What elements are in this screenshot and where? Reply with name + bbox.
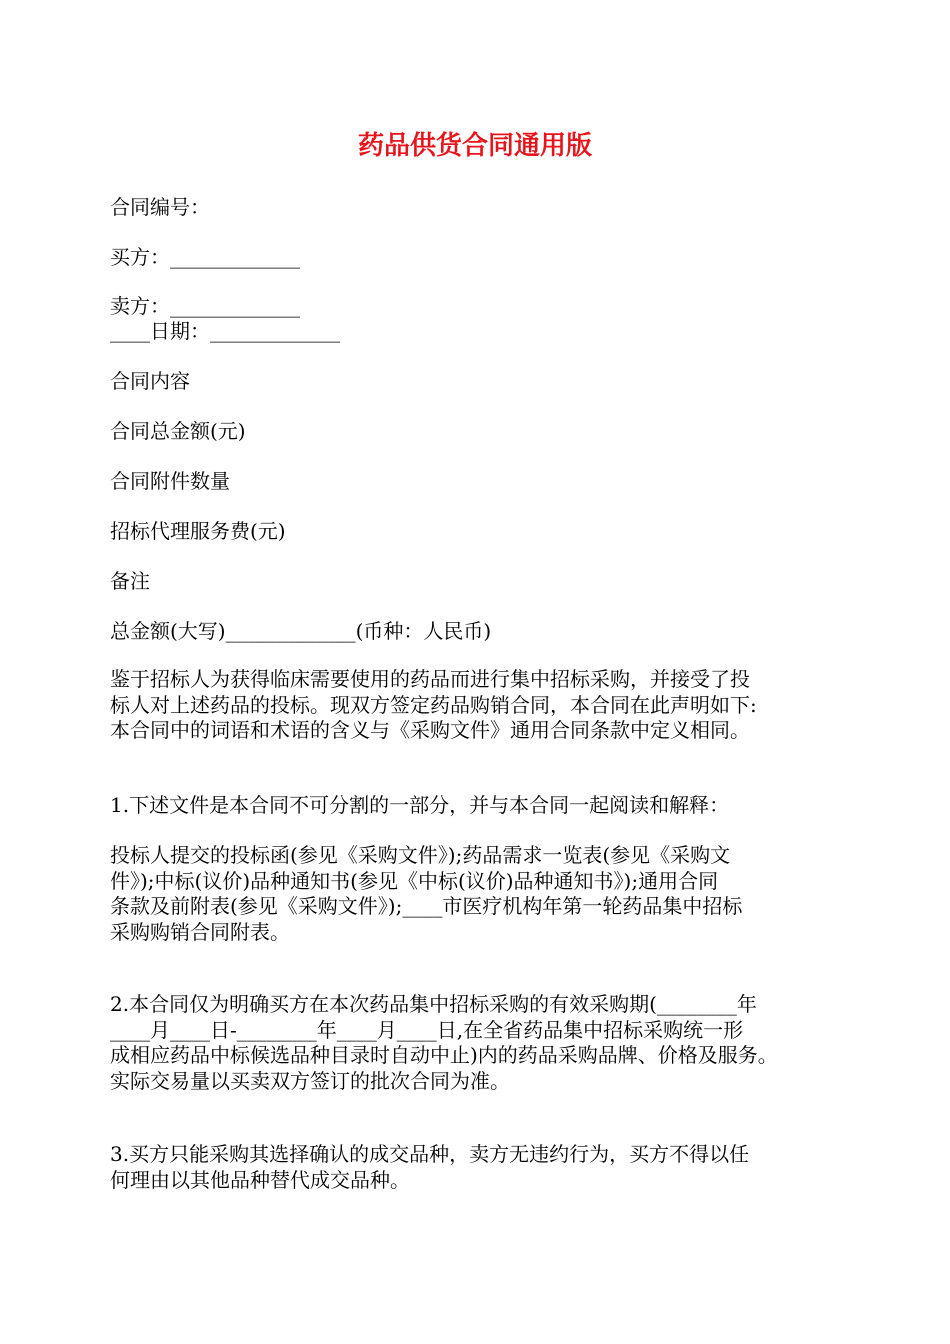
contract-content-label: 合同内容 — [110, 369, 190, 393]
clause-1-line: 条款及前附表(参见《采购文件》);____市医疗机构年第一轮药品集中招标 — [110, 894, 743, 918]
date-field: ____日期：_____________ — [110, 319, 340, 343]
preamble-line: 标人对上述药品的投标。现双方签定药品购销合同，本合同在此声明如下: — [110, 692, 757, 717]
preamble-line: 鉴于招标人为获得临床需要使用的药品而进行集中招标采购，并接受了投 — [110, 667, 750, 691]
preamble-line: 本合同中的词语和术语的含义与《采购文件》通用合同条款中定义相同。 — [110, 718, 750, 742]
clause-1-line: 投标人提交的投标函(参见《采购文件》);药品需求一览表(参见《采购文 — [110, 843, 731, 867]
contract-number-label: 合同编号： — [110, 195, 210, 219]
clause-2-line: 实际交易量以买卖双方签订的批次合同为准。 — [110, 1068, 510, 1093]
clause-3-line: 3.买方只能采购其选择确认的成交品种，卖方无违约行为，买方不得以任 — [110, 1142, 750, 1166]
total-in-words-field: 总金额(大写)_____________(币种：人民币) — [110, 619, 492, 643]
remarks-label: 备注 — [110, 569, 150, 593]
clause-2-line: 2.本合同仅为明确买方在本次药品集中招标采购的有效采购期(________年 — [110, 992, 757, 1016]
agency-fee-label: 招标代理服务费(元) — [110, 519, 286, 543]
clause-3-line: 何理由以其他品种替代成交品种。 — [110, 1167, 410, 1192]
clause-2-line: ____月____日-________年____月____日,在全省药品集中招标采购统一形 — [110, 1017, 744, 1042]
clause-1-line: 采购购销合同附表。 — [110, 919, 290, 944]
seller-field: 卖方：_____________ — [110, 294, 300, 318]
clause-3 — [110, 1142, 850, 1193]
clause-1-body — [110, 843, 850, 945]
clause-1-line: 件》);中标(议价)品种通知书(参见《中标(议价)品种通知书》);通用合同 — [110, 868, 719, 893]
clause-2-line: 成相应药品中标候选品种目录时自动中止)内的药品采购品牌、价格及服务。 — [110, 1043, 778, 1067]
attachments-count-label: 合同附件数量 — [110, 469, 230, 493]
preamble-paragraph — [110, 667, 850, 744]
clause-2 — [110, 992, 850, 1094]
clause-1-heading: 1.下述文件是本合同不可分割的一部分，并与本合同一起阅读和解释： — [110, 793, 730, 817]
document-title: 药品供货合同通用版 — [357, 131, 592, 161]
total-amount-label: 合同总金额(元) — [110, 419, 246, 443]
buyer-field: 买方：_____________ — [110, 245, 300, 269]
